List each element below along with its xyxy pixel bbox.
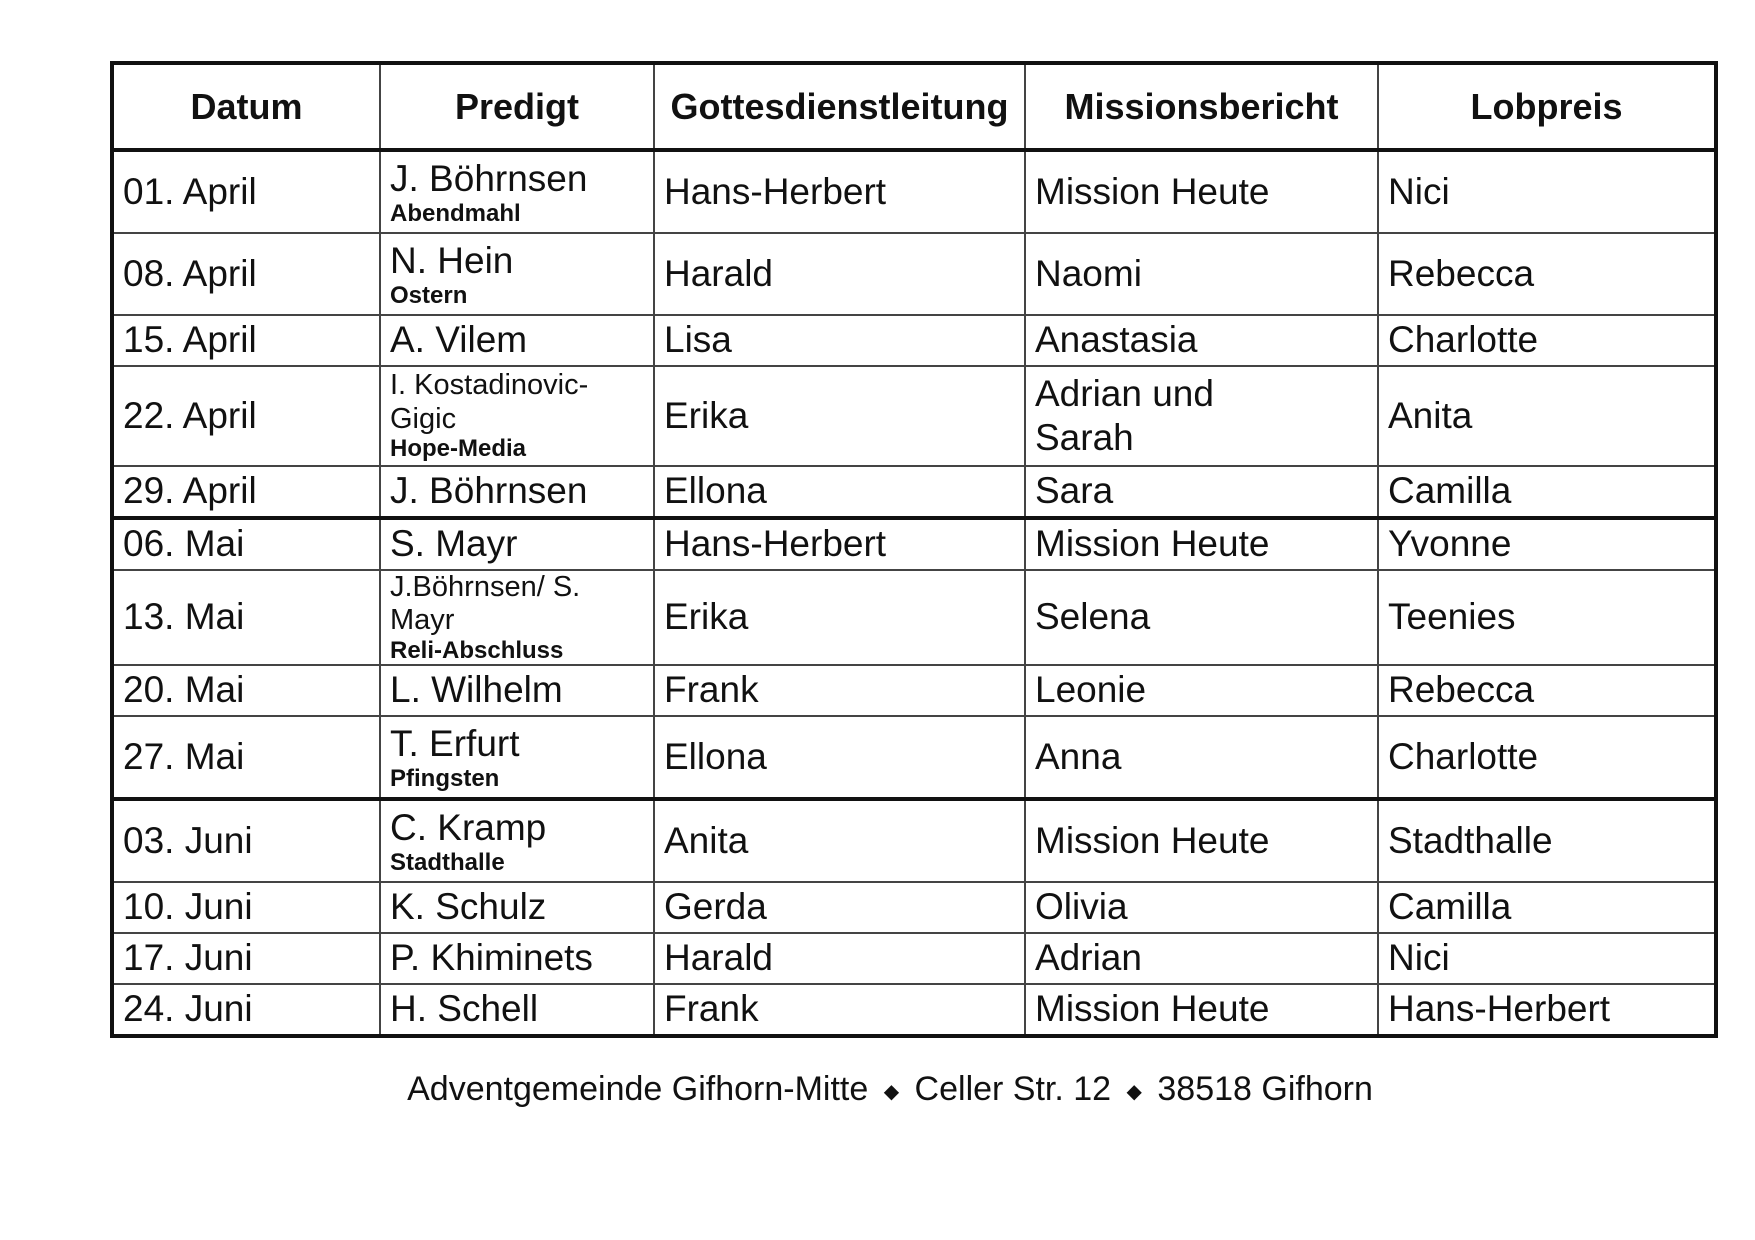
cell-mission: Sara xyxy=(1025,466,1378,518)
cell-mission: Anastasia xyxy=(1025,315,1378,366)
predigt-speaker: C. Kramp xyxy=(390,806,547,848)
cell-leitung: Harald xyxy=(654,933,1025,984)
cell-predigt: H. Schell xyxy=(380,984,654,1034)
cell-mission: Mission Heute xyxy=(1025,150,1378,233)
cell-predigt: L. Wilhelm xyxy=(380,665,654,716)
cell-mission: Adrian und Sarah xyxy=(1025,366,1378,466)
table-row xyxy=(114,933,1714,984)
predigt-note: Reli-Abschluss xyxy=(390,636,564,664)
cell-leitung: Frank xyxy=(654,984,1025,1034)
table-row xyxy=(114,315,1714,366)
cell-leitung: Ellona xyxy=(654,716,1025,799)
cell-lobpreis: Camilla xyxy=(1378,882,1714,933)
cell-lobpreis: Charlotte xyxy=(1378,716,1714,799)
predigt-speaker: N. Hein xyxy=(390,239,514,281)
cell-datum: 24. Juni xyxy=(114,984,380,1034)
cell-mission: Leonie xyxy=(1025,665,1378,716)
cell-predigt xyxy=(380,233,654,315)
header-row xyxy=(114,65,1714,150)
table-row xyxy=(114,984,1714,1034)
cell-predigt: P. Khiminets xyxy=(380,933,654,984)
cell-mission: Selena xyxy=(1025,570,1378,665)
predigt-note: Ostern xyxy=(390,282,468,309)
cell-datum: 03. Juni xyxy=(114,799,380,882)
cell-datum: 06. Mai xyxy=(114,518,380,570)
table-row xyxy=(114,799,1714,882)
cell-datum: 17. Juni xyxy=(114,933,380,984)
predigt-speaker: T. Erfurt xyxy=(390,722,520,764)
cell-leitung: Erika xyxy=(654,570,1025,665)
header-lobpreis: Lobpreis xyxy=(1378,65,1714,150)
table-row xyxy=(114,665,1714,716)
cell-leitung: Erika xyxy=(654,366,1025,466)
cell-lobpreis: Yvonne xyxy=(1378,518,1714,570)
footer-city: 38518 Gifhorn xyxy=(1157,1070,1373,1108)
table-row xyxy=(114,570,1714,665)
cell-lobpreis: Rebecca xyxy=(1378,233,1714,315)
cell-datum: 10. Juni xyxy=(114,882,380,933)
cell-leitung: Ellona xyxy=(654,466,1025,518)
cell-leitung: Hans-Herbert xyxy=(654,150,1025,233)
table-row xyxy=(114,518,1714,570)
footer-church-name: Adventgemeinde Gifhorn-Mitte xyxy=(407,1070,869,1108)
table-row xyxy=(114,150,1714,233)
cell-predigt: K. Schulz xyxy=(380,882,654,933)
table-row xyxy=(114,882,1714,933)
cell-predigt xyxy=(380,799,654,882)
cell-predigt: A. Vilem xyxy=(380,315,654,366)
cell-leitung: Harald xyxy=(654,233,1025,315)
header-datum: Datum xyxy=(114,65,380,150)
cell-predigt xyxy=(380,716,654,799)
header-missionsbericht: Missionsbericht xyxy=(1025,65,1378,150)
cell-lobpreis: Anita xyxy=(1378,366,1714,466)
cell-datum: 27. Mai xyxy=(114,716,380,799)
cell-leitung: Hans-Herbert xyxy=(654,518,1025,570)
cell-datum: 15. April xyxy=(114,315,380,366)
diamond-separator-icon: ◆ xyxy=(883,1080,900,1103)
cell-lobpreis: Camilla xyxy=(1378,466,1714,518)
cell-leitung: Lisa xyxy=(654,315,1025,366)
diamond-separator-icon: ◆ xyxy=(1126,1080,1142,1103)
predigt-note: Pfingsten xyxy=(390,765,500,793)
cell-mission: Mission Heute xyxy=(1025,984,1378,1034)
cell-predigt xyxy=(380,570,654,665)
cell-datum: 20. Mai xyxy=(114,665,380,716)
cell-predigt xyxy=(380,366,654,466)
cell-datum: 13. Mai xyxy=(114,570,380,665)
footer-address xyxy=(0,1070,1755,1109)
header-gottesdienstleitung: Gottesdienstleitung xyxy=(654,65,1025,150)
cell-datum: 01. April xyxy=(114,150,380,233)
cell-lobpreis: Stadthalle xyxy=(1378,799,1714,882)
cell-mission: Mission Heute xyxy=(1025,799,1378,882)
footer-street: Celler Str. 12 xyxy=(914,1070,1112,1108)
table-row xyxy=(114,233,1714,315)
cell-mission: Naomi xyxy=(1025,233,1378,315)
schedule-table-frame xyxy=(110,61,1718,1038)
cell-lobpreis: Hans-Herbert xyxy=(1378,984,1714,1034)
predigt-speaker: J.Böhrnsen/ S. Mayr xyxy=(390,571,581,637)
cell-predigt xyxy=(380,150,654,233)
cell-mission: Mission Heute xyxy=(1025,518,1378,570)
schedule-table xyxy=(114,65,1714,1034)
cell-leitung: Anita xyxy=(654,799,1025,882)
cell-lobpreis: Charlotte xyxy=(1378,315,1714,366)
cell-mission: Anna xyxy=(1025,716,1378,799)
predigt-speaker: J. Böhrnsen xyxy=(390,157,588,199)
cell-predigt: S. Mayr xyxy=(380,518,654,570)
cell-datum: 08. April xyxy=(114,233,380,315)
cell-lobpreis: Nici xyxy=(1378,933,1714,984)
cell-predigt: J. Böhrnsen xyxy=(380,466,654,518)
header-predigt: Predigt xyxy=(380,65,654,150)
cell-leitung: Gerda xyxy=(654,882,1025,933)
predigt-note: Abendmahl xyxy=(390,200,521,227)
cell-leitung: Frank xyxy=(654,665,1025,716)
predigt-speaker: I. Kostadinovic-Gigic xyxy=(390,369,589,435)
table-row xyxy=(114,466,1714,518)
cell-lobpreis: Teenies xyxy=(1378,570,1714,665)
cell-lobpreis: Nici xyxy=(1378,150,1714,233)
cell-mission: Olivia xyxy=(1025,882,1378,933)
cell-datum: 22. April xyxy=(114,366,380,466)
cell-datum: 29. April xyxy=(114,466,380,518)
table-row xyxy=(114,366,1714,466)
predigt-note: Hope-Media xyxy=(390,435,527,463)
cell-lobpreis: Rebecca xyxy=(1378,665,1714,716)
table-row xyxy=(114,716,1714,799)
cell-mission: Adrian xyxy=(1025,933,1378,984)
predigt-note: Stadthalle xyxy=(390,849,505,877)
